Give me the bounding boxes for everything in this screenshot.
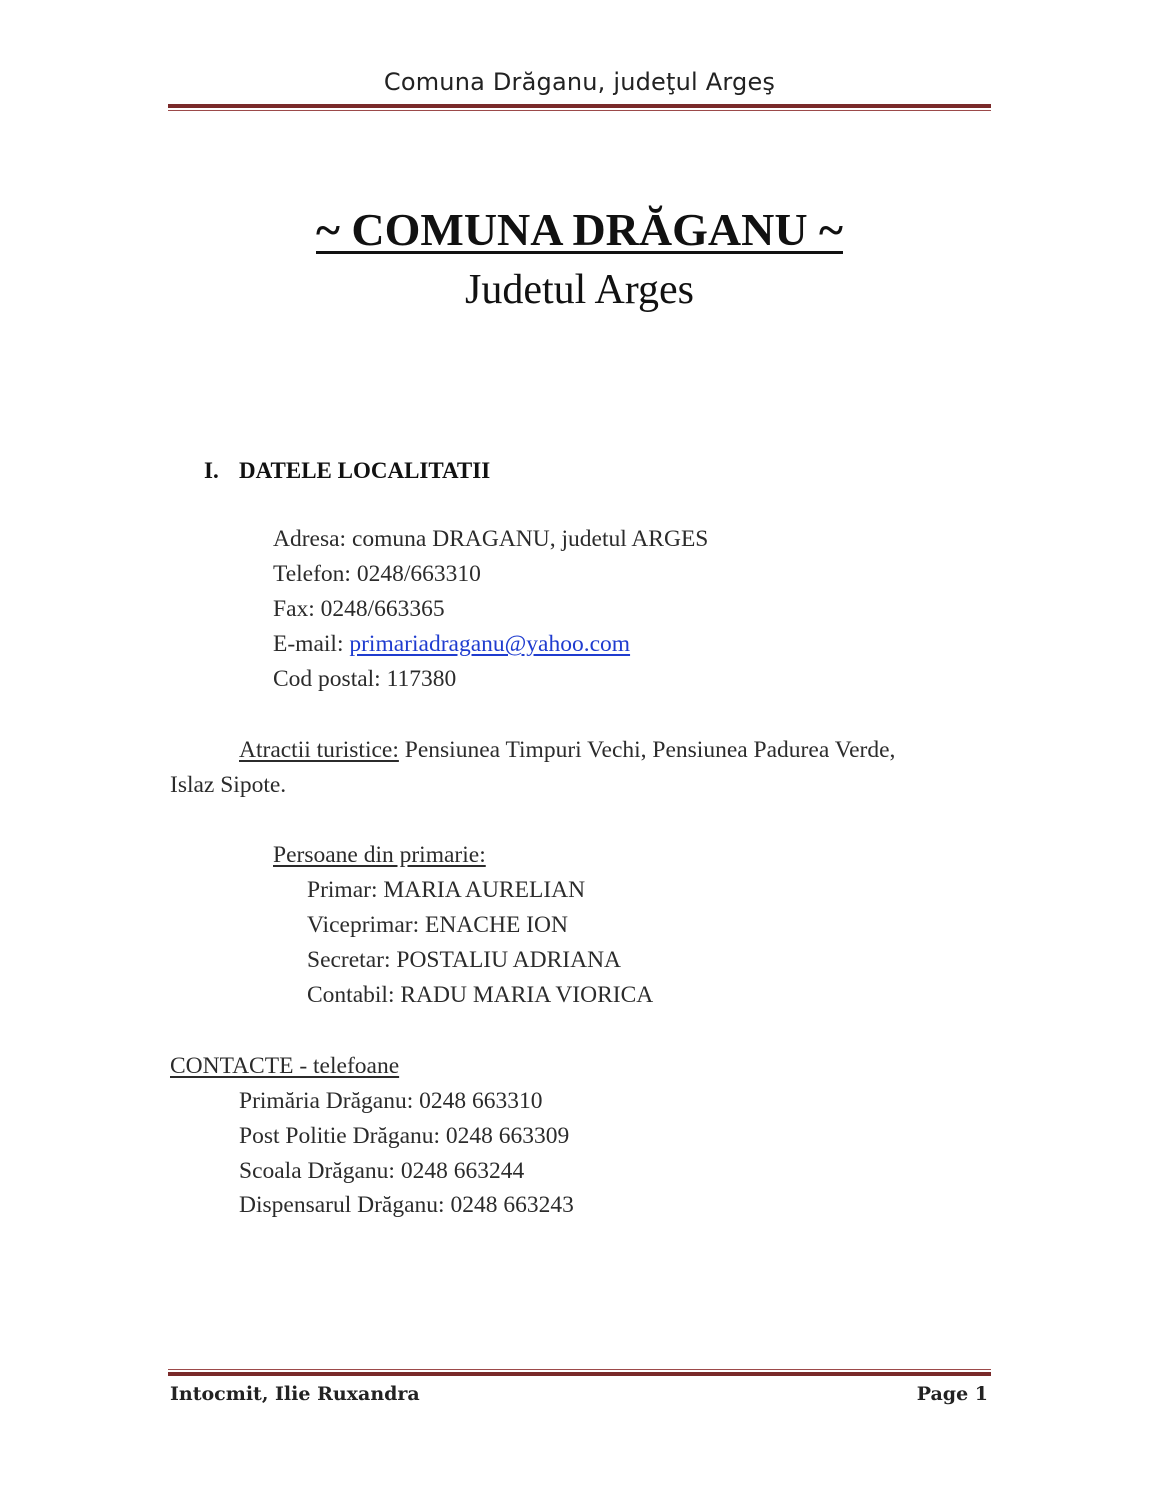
document-title-text: ~ COMUNA DRĂGANU ~ [316,204,843,255]
phone-value: 0248/663310 [356,561,481,587]
postal-label: Cod postal: [273,666,381,692]
address-label: Adresa: [273,526,347,552]
contact-item-primaria: Primăria Drăganu: 0248 663310 [239,1088,543,1114]
fax-label: Fax: [273,596,315,622]
fax-line [273,596,445,623]
attractions-label: Atractii turistice: [239,737,399,763]
footer-page-number: Page 1 [916,1383,988,1405]
email-label: E-mail: [273,631,344,657]
attractions-line-1 [239,737,895,764]
email-link[interactable]: primariadraganu@yahoo.com [349,631,631,657]
header-rule-thick [168,104,991,108]
address-value: comuna DRAGANU, judetul ARGES [351,526,709,552]
contact-item-dispensar: Dispensarul Drăganu: 0248 663243 [239,1192,574,1218]
document-subtitle: Judetul Arges [464,267,695,313]
phone-label: Telefon: [273,561,351,587]
staff-item-secretar [307,947,621,974]
header-rule-thin [168,110,991,111]
staff-label: Persoane din primarie: [273,842,486,868]
footer-author: Intocmit, Ilie Ruxandra [170,1383,420,1405]
attractions-line-2: Islaz Sipote. [170,772,287,798]
staff-role: Secretar: [307,947,391,973]
phone-line [273,561,481,588]
fax-value: 0248/663365 [320,596,445,622]
postal-value: 117380 [386,666,457,692]
footer-rule-thick [168,1372,991,1376]
staff-name: ENACHE ION [425,912,568,938]
contact-item-scoala: Scoala Drăganu: 0248 663244 [239,1158,525,1184]
staff-name: RADU MARIA VIORICA [400,982,654,1008]
staff-name: POSTALIU ADRIANA [396,947,622,973]
footer-rule-thin [168,1369,991,1370]
section-title: DATELE LOCALITATII [239,458,491,483]
staff-item-viceprimar [307,912,568,939]
contact-item-politie: Post Politie Drăganu: 0248 663309 [239,1123,570,1149]
staff-item-contabil [307,982,653,1009]
email-line [273,631,630,658]
staff-role: Contabil: [307,982,395,1008]
staff-name: MARIA AURELIAN [383,877,586,903]
address-line [273,526,708,553]
postal-code-line [273,666,456,693]
staff-item-primar [307,877,585,904]
section-number: I. [204,458,219,483]
staff-role: Viceprimar: [307,912,420,938]
staff-role: Primar: [307,877,378,903]
attractions-text-1: Pensiunea Timpuri Vechi, Pensiunea Padurea Verde, [404,737,896,763]
document-title [0,203,1159,256]
page-header-title: Comuna Drăganu, judeţul Argeş [383,68,776,96]
section-heading [204,458,490,484]
contacts-label: CONTACTE - telefoane [170,1053,400,1079]
